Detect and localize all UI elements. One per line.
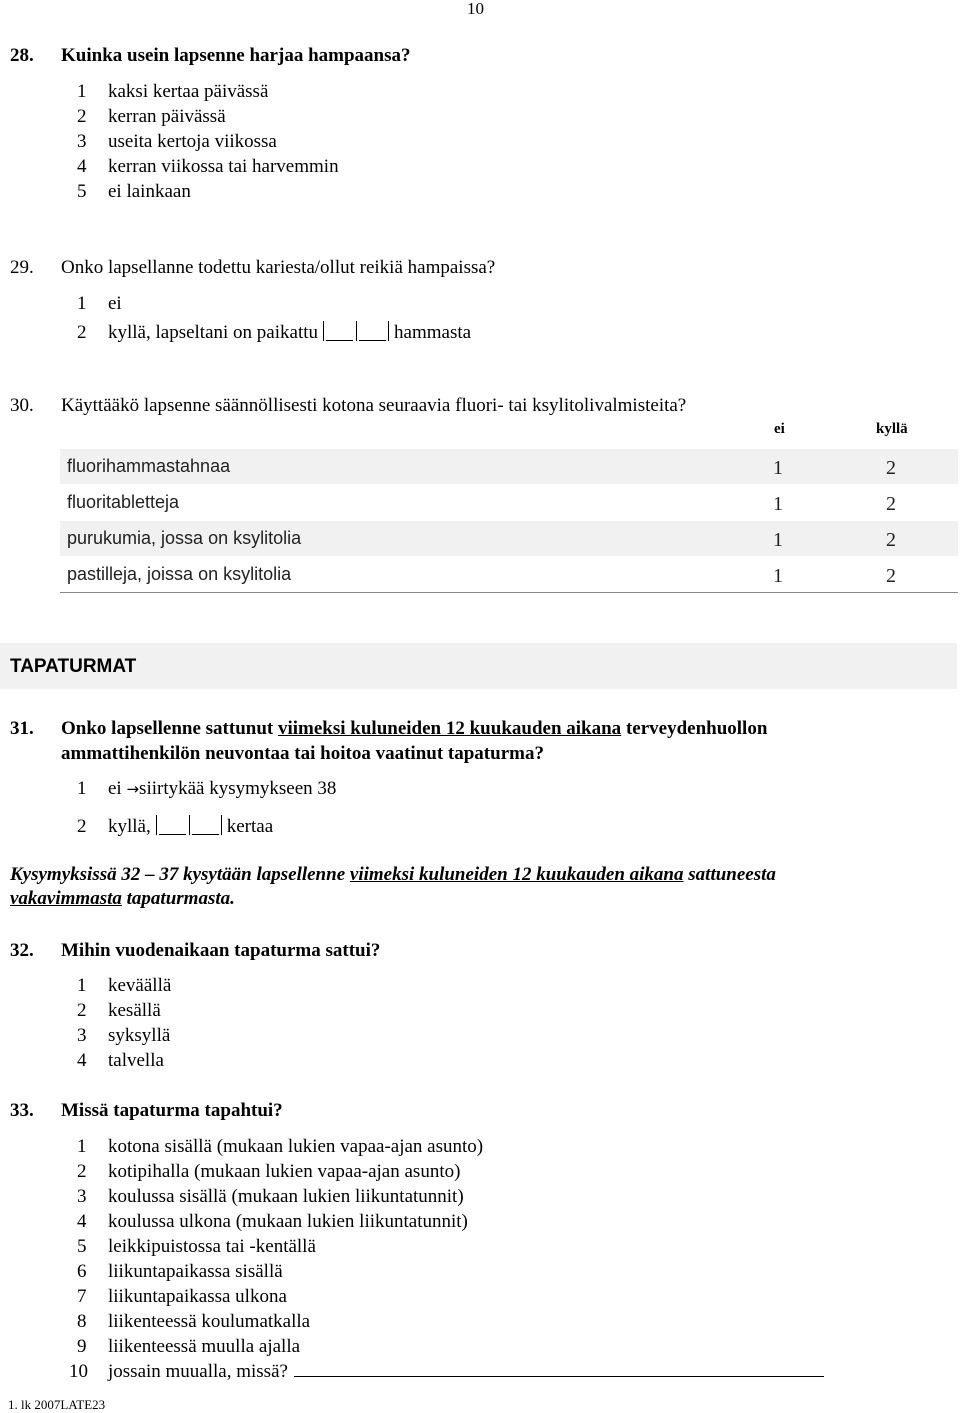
question-31 xyxy=(10,716,950,766)
question-text: Käyttääkö lapsenne säännöllisesti kotona seuraavia fluori- tai ksylitolivalmisteita? xyxy=(61,395,687,416)
option[interactable]: 4 koulussa ulkona (mukaan lukien liikuntatunnit) xyxy=(77,1211,468,1232)
answer-yes[interactable]: 2 xyxy=(886,493,896,515)
option[interactable]: 1 keväällä xyxy=(77,975,172,996)
option[interactable]: 3 useita kertoja viikossa xyxy=(77,131,277,152)
answer-no[interactable]: 1 xyxy=(773,565,783,587)
question-text: Missä tapaturma tapahtui? xyxy=(61,1100,283,1121)
option[interactable]: 2 kotipihalla (mukaan lukien vapaa-ajan asunto) xyxy=(77,1161,461,1182)
answer-yes[interactable]: 2 xyxy=(886,457,896,479)
question-number: 33. xyxy=(10,1100,34,1121)
q32-options xyxy=(77,973,171,1073)
option[interactable]: 10 jossain muualla, missä? xyxy=(69,1359,824,1384)
question-text: Onko lapsellenne sattunut viimeksi kuluneiden 12 kuukauden aikana terveydenhuollon ammattihenkilön neuvontaa tai hoitoa vaatinut tapaturma? xyxy=(61,718,768,764)
option[interactable]: 2 kesällä xyxy=(77,1000,161,1021)
instruction-note: Kysymyksissä 32 – 37 kysytään lapsellenne viimeksi kuluneiden 12 kuukauden aikana sattuneesta vakavimmasta tapaturmasta. xyxy=(10,864,776,909)
option[interactable]: 2 kyllä, kertaa xyxy=(77,816,274,837)
table-row: fluorihammastahnaa 1 2 xyxy=(60,449,958,484)
tooth-count-field[interactable] xyxy=(323,321,389,341)
option[interactable]: 1 ei →siirtykää kysymykseen 38 xyxy=(77,778,337,799)
option[interactable]: 1 kaksi kertaa päivässä xyxy=(77,81,269,102)
option[interactable]: 1 ei xyxy=(77,293,122,314)
q31-options xyxy=(77,776,336,839)
page-number: 10 xyxy=(467,0,484,18)
answer-no[interactable]: 1 xyxy=(773,529,783,551)
option[interactable]: 9 liikenteessä muulla ajalla xyxy=(77,1336,301,1357)
answer-yes[interactable]: 2 xyxy=(886,565,896,587)
question-number: 29. xyxy=(10,257,34,278)
table-row: pastilleja, joissa on ksylitolia 1 2 xyxy=(67,564,896,587)
arrow-right-icon: → xyxy=(126,780,140,798)
q29-options xyxy=(77,290,471,346)
section-title: TAPATURMAT xyxy=(10,656,137,677)
answer-yes[interactable]: 2 xyxy=(886,529,896,551)
question-number: 31. xyxy=(10,718,34,739)
question-number: 32. xyxy=(10,940,34,961)
other-location-field[interactable] xyxy=(294,1360,824,1377)
option[interactable]: 4 kerran viikossa tai harvemmin xyxy=(77,156,339,177)
question-text: Mihin vuodenaikaan tapaturma sattui? xyxy=(61,940,381,961)
q28-options xyxy=(77,79,339,204)
count-field[interactable] xyxy=(156,815,222,835)
option[interactable]: 7 liikuntapaikassa ulkona xyxy=(77,1286,287,1307)
option[interactable]: 2 kerran päivässä xyxy=(77,106,226,127)
question-number: 28. xyxy=(10,45,34,66)
option[interactable]: 5 ei lainkaan xyxy=(77,181,191,202)
answer-no[interactable]: 1 xyxy=(773,493,783,515)
option[interactable]: 5 leikkipuistossa tai -kentällä xyxy=(77,1236,316,1257)
table-divider xyxy=(60,592,958,593)
q33-options xyxy=(69,1134,824,1384)
option[interactable]: 4 talvella xyxy=(77,1050,164,1071)
option[interactable]: 2 kyllä, lapseltani on paikattu hammasta xyxy=(77,322,472,343)
table-row: fluoritabletteja 1 2 xyxy=(67,492,896,515)
question-text: Kuinka usein lapsenne harjaa hampaansa? xyxy=(61,45,411,66)
answer-no[interactable]: 1 xyxy=(773,457,783,479)
question-number: 30. xyxy=(10,395,34,416)
question-text: Onko lapsellanne todettu kariesta/ollut reikiä hampaissa? xyxy=(61,257,496,278)
table-row: purukumia, jossa on ksylitolia 1 2 xyxy=(60,521,958,556)
footer-code: 1. lk 2007LATE23 xyxy=(8,1397,106,1412)
option[interactable]: 6 liikuntapaikassa sisällä xyxy=(77,1261,283,1282)
option[interactable]: 3 koulussa sisällä (mukaan lukien liikuntatunnit) xyxy=(77,1186,464,1207)
option[interactable]: 1 kotona sisällä (mukaan lukien vapaa-ajan asunto) xyxy=(77,1136,484,1157)
option[interactable]: 3 syksyllä xyxy=(77,1025,171,1046)
option[interactable]: 8 liikenteessä koulumatkalla xyxy=(77,1311,311,1332)
col-header-yes: kyllä xyxy=(876,421,908,437)
section-header xyxy=(0,643,957,689)
col-header-no: ei xyxy=(774,421,785,437)
